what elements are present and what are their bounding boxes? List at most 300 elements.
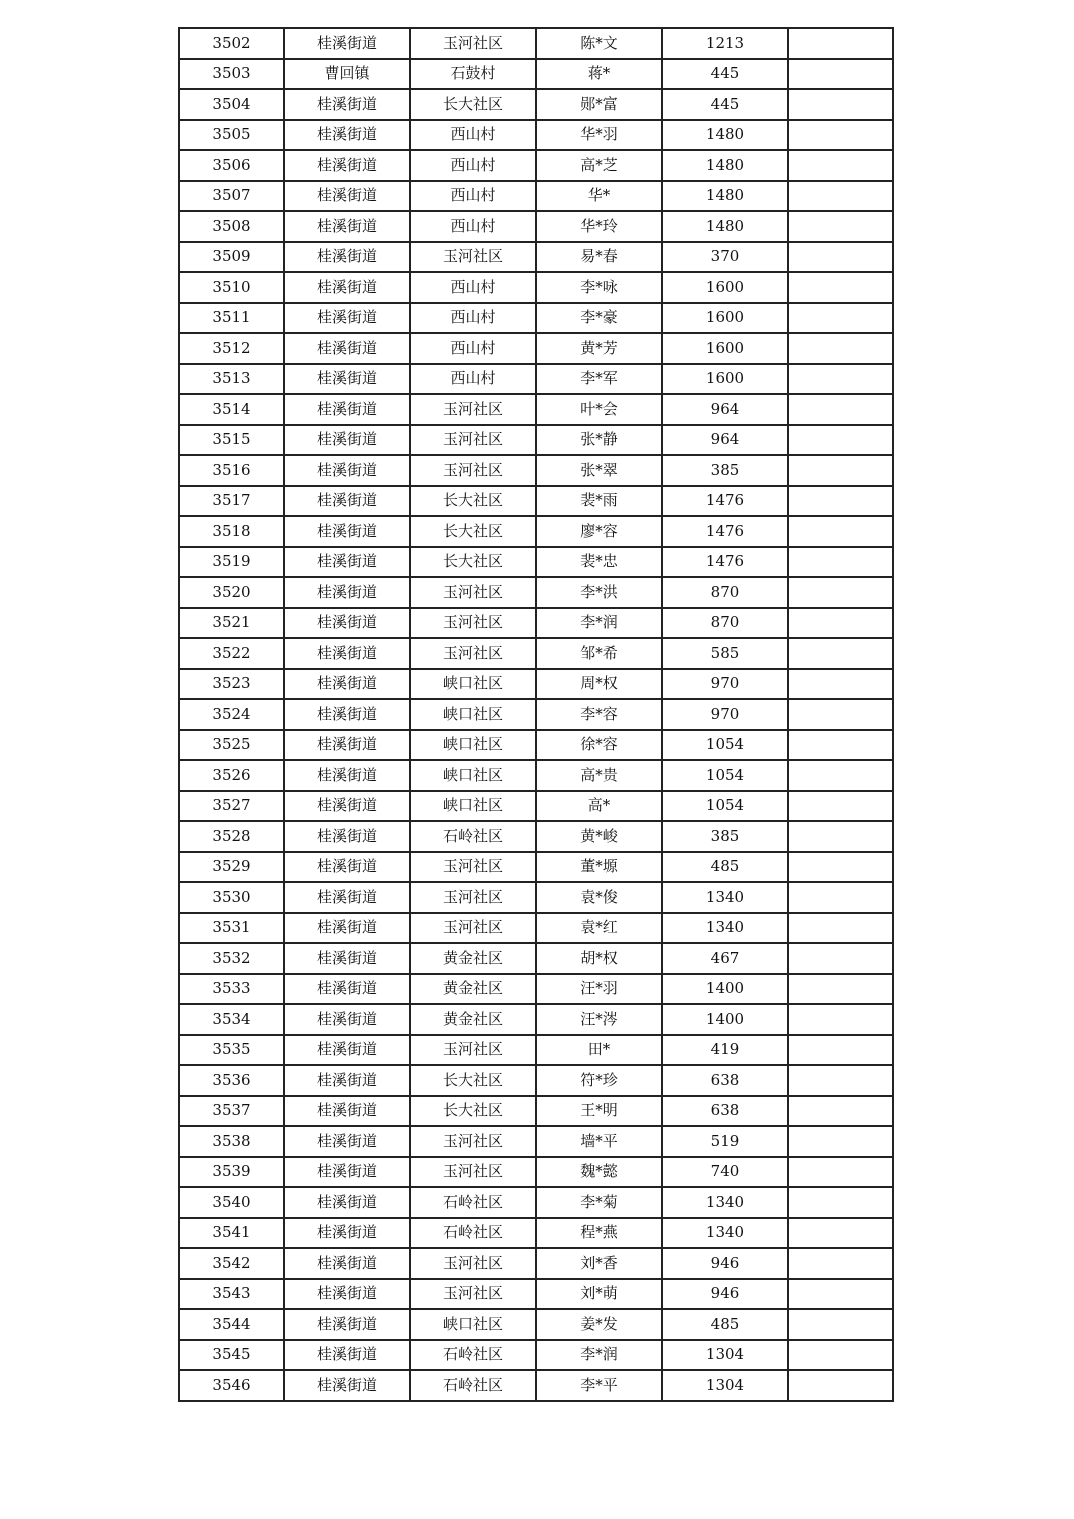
- row-number-cell: 3542: [179, 1248, 284, 1279]
- amount-cell: 870: [662, 608, 788, 639]
- row-number-cell: 3522: [179, 638, 284, 669]
- name-cell: 高*: [536, 791, 662, 822]
- row-number-cell: 3508: [179, 211, 284, 242]
- township-cell: 桂溪街道: [284, 699, 410, 730]
- remark-cell: [788, 59, 893, 90]
- row-number-cell: 3533: [179, 974, 284, 1005]
- row-number-cell: 3530: [179, 882, 284, 913]
- name-cell: 李*咏: [536, 272, 662, 303]
- table-row: [179, 455, 893, 486]
- subsidy-table: [178, 27, 894, 1402]
- township-cell: 桂溪街道: [284, 303, 410, 334]
- remark-cell: [788, 28, 893, 59]
- remark-cell: [788, 913, 893, 944]
- table-row: [179, 1187, 893, 1218]
- amount-cell: 1600: [662, 333, 788, 364]
- table-row: [179, 394, 893, 425]
- row-number-cell: 3510: [179, 272, 284, 303]
- township-cell: 桂溪街道: [284, 1370, 410, 1401]
- township-cell: 桂溪街道: [284, 638, 410, 669]
- remark-cell: [788, 272, 893, 303]
- row-number-cell: 3505: [179, 120, 284, 151]
- community-cell: 玉河社区: [410, 394, 536, 425]
- table-row: [179, 211, 893, 242]
- remark-cell: [788, 394, 893, 425]
- row-number-cell: 3538: [179, 1126, 284, 1157]
- community-cell: 峡口社区: [410, 730, 536, 761]
- township-cell: 桂溪街道: [284, 943, 410, 974]
- remark-cell: [788, 425, 893, 456]
- community-cell: 玉河社区: [410, 1126, 536, 1157]
- name-cell: 王*明: [536, 1096, 662, 1127]
- community-cell: 长大社区: [410, 486, 536, 517]
- township-cell: 桂溪街道: [284, 1004, 410, 1035]
- name-cell: 姜*发: [536, 1309, 662, 1340]
- name-cell: 高*贵: [536, 760, 662, 791]
- community-cell: 长大社区: [410, 1065, 536, 1096]
- community-cell: 黄金社区: [410, 1004, 536, 1035]
- township-cell: 桂溪街道: [284, 882, 410, 913]
- name-cell: 墙*平: [536, 1126, 662, 1157]
- amount-cell: 638: [662, 1065, 788, 1096]
- row-number-cell: 3525: [179, 730, 284, 761]
- remark-cell: [788, 821, 893, 852]
- amount-cell: 946: [662, 1248, 788, 1279]
- row-number-cell: 3528: [179, 821, 284, 852]
- name-cell: 张*静: [536, 425, 662, 456]
- amount-cell: 1304: [662, 1340, 788, 1371]
- table-row: [179, 1370, 893, 1401]
- amount-cell: 385: [662, 821, 788, 852]
- table-row: [179, 516, 893, 547]
- amount-cell: 1400: [662, 1004, 788, 1035]
- row-number-cell: 3526: [179, 760, 284, 791]
- township-cell: 桂溪街道: [284, 150, 410, 181]
- community-cell: 黄金社区: [410, 974, 536, 1005]
- name-cell: 裴*忠: [536, 547, 662, 578]
- name-cell: 陈*文: [536, 28, 662, 59]
- community-cell: 长大社区: [410, 547, 536, 578]
- remark-cell: [788, 1248, 893, 1279]
- row-number-cell: 3514: [179, 394, 284, 425]
- amount-cell: 970: [662, 669, 788, 700]
- row-number-cell: 3512: [179, 333, 284, 364]
- row-number-cell: 3502: [179, 28, 284, 59]
- community-cell: 长大社区: [410, 1096, 536, 1127]
- remark-cell: [788, 303, 893, 334]
- row-number-cell: 3537: [179, 1096, 284, 1127]
- table-row: [179, 1157, 893, 1188]
- name-cell: 董*塬: [536, 852, 662, 883]
- remark-cell: [788, 333, 893, 364]
- remark-cell: [788, 577, 893, 608]
- remark-cell: [788, 1340, 893, 1371]
- township-cell: 桂溪街道: [284, 608, 410, 639]
- township-cell: 桂溪街道: [284, 547, 410, 578]
- name-cell: 魏*懿: [536, 1157, 662, 1188]
- row-number-cell: 3540: [179, 1187, 284, 1218]
- table-row: [179, 1126, 893, 1157]
- name-cell: 郧*富: [536, 89, 662, 120]
- table-row: [179, 150, 893, 181]
- township-cell: 曹回镇: [284, 59, 410, 90]
- remark-cell: [788, 730, 893, 761]
- table-row: [179, 1065, 893, 1096]
- amount-cell: 519: [662, 1126, 788, 1157]
- table-row: [179, 272, 893, 303]
- township-cell: 桂溪街道: [284, 486, 410, 517]
- township-cell: 桂溪街道: [284, 89, 410, 120]
- table-row: [179, 1340, 893, 1371]
- township-cell: 桂溪街道: [284, 760, 410, 791]
- amount-cell: 1600: [662, 272, 788, 303]
- community-cell: 西山村: [410, 150, 536, 181]
- township-cell: 桂溪街道: [284, 669, 410, 700]
- amount-cell: 445: [662, 89, 788, 120]
- township-cell: 桂溪街道: [284, 455, 410, 486]
- name-cell: 邹*希: [536, 638, 662, 669]
- row-number-cell: 3506: [179, 150, 284, 181]
- table-row: [179, 1218, 893, 1249]
- remark-cell: [788, 1157, 893, 1188]
- remark-cell: [788, 608, 893, 639]
- remark-cell: [788, 486, 893, 517]
- amount-cell: 1400: [662, 974, 788, 1005]
- row-number-cell: 3531: [179, 913, 284, 944]
- community-cell: 峡口社区: [410, 760, 536, 791]
- row-number-cell: 3504: [179, 89, 284, 120]
- amount-cell: 485: [662, 1309, 788, 1340]
- community-cell: 西山村: [410, 272, 536, 303]
- amount-cell: 1304: [662, 1370, 788, 1401]
- row-number-cell: 3511: [179, 303, 284, 334]
- row-number-cell: 3515: [179, 425, 284, 456]
- name-cell: 周*权: [536, 669, 662, 700]
- table-row: [179, 486, 893, 517]
- name-cell: 符*珍: [536, 1065, 662, 1096]
- amount-cell: 1600: [662, 364, 788, 395]
- remark-cell: [788, 1035, 893, 1066]
- name-cell: 黄*芳: [536, 333, 662, 364]
- township-cell: 桂溪街道: [284, 425, 410, 456]
- community-cell: 石鼓村: [410, 59, 536, 90]
- amount-cell: 1480: [662, 120, 788, 151]
- table-row: [179, 760, 893, 791]
- name-cell: 蒋*: [536, 59, 662, 90]
- row-number-cell: 3529: [179, 852, 284, 883]
- row-number-cell: 3503: [179, 59, 284, 90]
- name-cell: 华*羽: [536, 120, 662, 151]
- community-cell: 玉河社区: [410, 242, 536, 273]
- remark-cell: [788, 211, 893, 242]
- community-cell: 石岭社区: [410, 1340, 536, 1371]
- row-number-cell: 3544: [179, 1309, 284, 1340]
- name-cell: 田*: [536, 1035, 662, 1066]
- township-cell: 桂溪街道: [284, 730, 410, 761]
- remark-cell: [788, 1370, 893, 1401]
- community-cell: 石岭社区: [410, 1218, 536, 1249]
- table-row: [179, 89, 893, 120]
- row-number-cell: 3535: [179, 1035, 284, 1066]
- table-row: [179, 669, 893, 700]
- remark-cell: [788, 547, 893, 578]
- row-number-cell: 3527: [179, 791, 284, 822]
- remark-cell: [788, 638, 893, 669]
- name-cell: 廖*容: [536, 516, 662, 547]
- amount-cell: 1476: [662, 516, 788, 547]
- row-number-cell: 3541: [179, 1218, 284, 1249]
- amount-cell: 970: [662, 699, 788, 730]
- township-cell: 桂溪街道: [284, 1065, 410, 1096]
- community-cell: 玉河社区: [410, 852, 536, 883]
- table-row: [179, 1309, 893, 1340]
- table-row: [179, 333, 893, 364]
- table-row: [179, 1248, 893, 1279]
- row-number-cell: 3524: [179, 699, 284, 730]
- remark-cell: [788, 455, 893, 486]
- remark-cell: [788, 364, 893, 395]
- township-cell: 桂溪街道: [284, 974, 410, 1005]
- table-row: [179, 303, 893, 334]
- township-cell: 桂溪街道: [284, 821, 410, 852]
- remark-cell: [788, 943, 893, 974]
- name-cell: 袁*俊: [536, 882, 662, 913]
- row-number-cell: 3534: [179, 1004, 284, 1035]
- amount-cell: 1340: [662, 882, 788, 913]
- name-cell: 汪*羽: [536, 974, 662, 1005]
- township-cell: 桂溪街道: [284, 1218, 410, 1249]
- remark-cell: [788, 1279, 893, 1310]
- name-cell: 张*翠: [536, 455, 662, 486]
- row-number-cell: 3523: [179, 669, 284, 700]
- table-row: [179, 791, 893, 822]
- row-number-cell: 3513: [179, 364, 284, 395]
- remark-cell: [788, 882, 893, 913]
- remark-cell: [788, 242, 893, 273]
- table-body: [179, 28, 893, 1401]
- community-cell: 玉河社区: [410, 1035, 536, 1066]
- name-cell: 华*玲: [536, 211, 662, 242]
- township-cell: 桂溪街道: [284, 1157, 410, 1188]
- table-row: [179, 547, 893, 578]
- amount-cell: 1600: [662, 303, 788, 334]
- row-number-cell: 3517: [179, 486, 284, 517]
- amount-cell: 1340: [662, 913, 788, 944]
- remark-cell: [788, 1218, 893, 1249]
- amount-cell: 419: [662, 1035, 788, 1066]
- community-cell: 石岭社区: [410, 1187, 536, 1218]
- name-cell: 黄*峻: [536, 821, 662, 852]
- row-number-cell: 3543: [179, 1279, 284, 1310]
- amount-cell: 445: [662, 59, 788, 90]
- community-cell: 玉河社区: [410, 28, 536, 59]
- name-cell: 袁*红: [536, 913, 662, 944]
- township-cell: 桂溪街道: [284, 211, 410, 242]
- remark-cell: [788, 669, 893, 700]
- amount-cell: 1340: [662, 1187, 788, 1218]
- name-cell: 华*: [536, 181, 662, 212]
- community-cell: 玉河社区: [410, 1248, 536, 1279]
- community-cell: 玉河社区: [410, 608, 536, 639]
- township-cell: 桂溪街道: [284, 394, 410, 425]
- amount-cell: 1054: [662, 730, 788, 761]
- amount-cell: 370: [662, 242, 788, 273]
- amount-cell: 1480: [662, 150, 788, 181]
- row-number-cell: 3509: [179, 242, 284, 273]
- remark-cell: [788, 791, 893, 822]
- table-row: [179, 882, 893, 913]
- table-row: [179, 852, 893, 883]
- table-row: [179, 974, 893, 1005]
- remark-cell: [788, 852, 893, 883]
- community-cell: 长大社区: [410, 89, 536, 120]
- community-cell: 峡口社区: [410, 1309, 536, 1340]
- amount-cell: 1476: [662, 486, 788, 517]
- township-cell: 桂溪街道: [284, 852, 410, 883]
- table-row: [179, 364, 893, 395]
- township-cell: 桂溪街道: [284, 1248, 410, 1279]
- row-number-cell: 3545: [179, 1340, 284, 1371]
- community-cell: 玉河社区: [410, 577, 536, 608]
- amount-cell: 870: [662, 577, 788, 608]
- remark-cell: [788, 760, 893, 791]
- community-cell: 峡口社区: [410, 699, 536, 730]
- remark-cell: [788, 1187, 893, 1218]
- row-number-cell: 3539: [179, 1157, 284, 1188]
- row-number-cell: 3532: [179, 943, 284, 974]
- township-cell: 桂溪街道: [284, 791, 410, 822]
- name-cell: 李*军: [536, 364, 662, 395]
- remark-cell: [788, 516, 893, 547]
- name-cell: 李*润: [536, 608, 662, 639]
- row-number-cell: 3520: [179, 577, 284, 608]
- remark-cell: [788, 974, 893, 1005]
- amount-cell: 946: [662, 1279, 788, 1310]
- row-number-cell: 3516: [179, 455, 284, 486]
- name-cell: 易*春: [536, 242, 662, 273]
- community-cell: 石岭社区: [410, 1370, 536, 1401]
- name-cell: 李*润: [536, 1340, 662, 1371]
- name-cell: 裴*雨: [536, 486, 662, 517]
- table-row: [179, 1004, 893, 1035]
- township-cell: 桂溪街道: [284, 516, 410, 547]
- amount-cell: 467: [662, 943, 788, 974]
- remark-cell: [788, 1126, 893, 1157]
- remark-cell: [788, 1065, 893, 1096]
- amount-cell: 964: [662, 394, 788, 425]
- table-row: [179, 913, 893, 944]
- township-cell: 桂溪街道: [284, 272, 410, 303]
- township-cell: 桂溪街道: [284, 577, 410, 608]
- remark-cell: [788, 1309, 893, 1340]
- row-number-cell: 3546: [179, 1370, 284, 1401]
- name-cell: 徐*容: [536, 730, 662, 761]
- table-row: [179, 699, 893, 730]
- amount-cell: 1213: [662, 28, 788, 59]
- name-cell: 高*芝: [536, 150, 662, 181]
- remark-cell: [788, 150, 893, 181]
- table-row: [179, 821, 893, 852]
- name-cell: 李*豪: [536, 303, 662, 334]
- community-cell: 玉河社区: [410, 882, 536, 913]
- township-cell: 桂溪街道: [284, 1126, 410, 1157]
- remark-cell: [788, 699, 893, 730]
- township-cell: 桂溪街道: [284, 120, 410, 151]
- community-cell: 玉河社区: [410, 1279, 536, 1310]
- name-cell: 李*洪: [536, 577, 662, 608]
- remark-cell: [788, 1004, 893, 1035]
- name-cell: 李*容: [536, 699, 662, 730]
- table-row: [179, 943, 893, 974]
- community-cell: 西山村: [410, 333, 536, 364]
- amount-cell: 1476: [662, 547, 788, 578]
- township-cell: 桂溪街道: [284, 28, 410, 59]
- township-cell: 桂溪街道: [284, 1187, 410, 1218]
- community-cell: 玉河社区: [410, 455, 536, 486]
- table-row: [179, 608, 893, 639]
- table-row: [179, 28, 893, 59]
- table-row: [179, 638, 893, 669]
- amount-cell: 1480: [662, 211, 788, 242]
- township-cell: 桂溪街道: [284, 242, 410, 273]
- table-row: [179, 730, 893, 761]
- row-number-cell: 3521: [179, 608, 284, 639]
- row-number-cell: 3518: [179, 516, 284, 547]
- name-cell: 胡*权: [536, 943, 662, 974]
- name-cell: 汪*涔: [536, 1004, 662, 1035]
- row-number-cell: 3536: [179, 1065, 284, 1096]
- amount-cell: 1054: [662, 791, 788, 822]
- name-cell: 李*平: [536, 1370, 662, 1401]
- amount-cell: 1480: [662, 181, 788, 212]
- amount-cell: 485: [662, 852, 788, 883]
- amount-cell: 740: [662, 1157, 788, 1188]
- table-row: [179, 1035, 893, 1066]
- community-cell: 玉河社区: [410, 1157, 536, 1188]
- community-cell: 西山村: [410, 364, 536, 395]
- table-row: [179, 1279, 893, 1310]
- community-cell: 西山村: [410, 120, 536, 151]
- remark-cell: [788, 181, 893, 212]
- community-cell: 西山村: [410, 181, 536, 212]
- community-cell: 玉河社区: [410, 425, 536, 456]
- row-number-cell: 3519: [179, 547, 284, 578]
- township-cell: 桂溪街道: [284, 364, 410, 395]
- community-cell: 西山村: [410, 303, 536, 334]
- amount-cell: 964: [662, 425, 788, 456]
- community-cell: 玉河社区: [410, 638, 536, 669]
- township-cell: 桂溪街道: [284, 1279, 410, 1310]
- table-row: [179, 59, 893, 90]
- community-cell: 石岭社区: [410, 821, 536, 852]
- remark-cell: [788, 120, 893, 151]
- name-cell: 刘*萌: [536, 1279, 662, 1310]
- table-row: [179, 242, 893, 273]
- township-cell: 桂溪街道: [284, 1096, 410, 1127]
- table-row: [179, 425, 893, 456]
- table-row: [179, 1096, 893, 1127]
- table-row: [179, 120, 893, 151]
- township-cell: 桂溪街道: [284, 181, 410, 212]
- township-cell: 桂溪街道: [284, 1035, 410, 1066]
- community-cell: 黄金社区: [410, 943, 536, 974]
- township-cell: 桂溪街道: [284, 333, 410, 364]
- township-cell: 桂溪街道: [284, 1309, 410, 1340]
- remark-cell: [788, 1096, 893, 1127]
- amount-cell: 638: [662, 1096, 788, 1127]
- name-cell: 李*菊: [536, 1187, 662, 1218]
- name-cell: 叶*会: [536, 394, 662, 425]
